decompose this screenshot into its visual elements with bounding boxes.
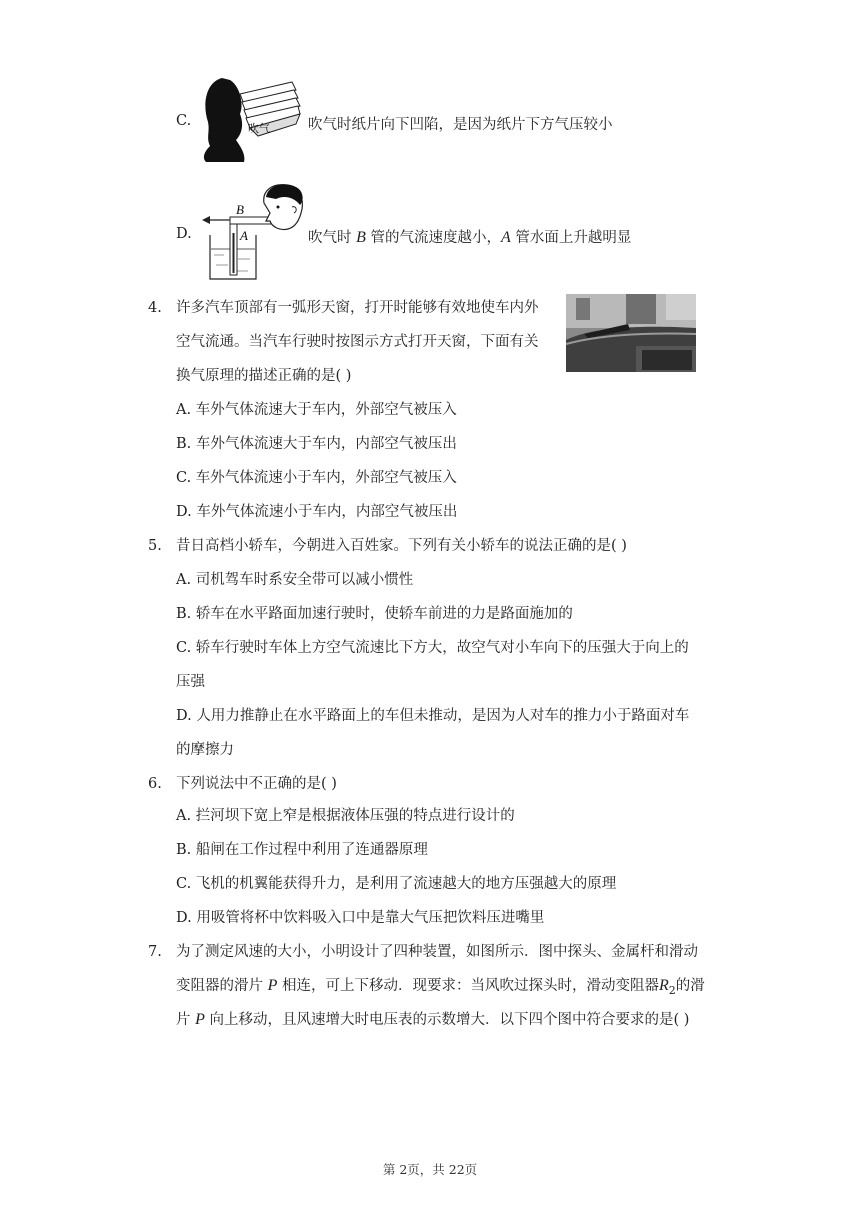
tube-b-label: B	[236, 202, 244, 217]
q7-number: 7.	[148, 944, 162, 960]
q4-option-b: B. 车外气体流速大于车内，内部空气被压出	[176, 436, 457, 452]
q4-stem-line3: 换气原理的描述正确的是( )	[176, 368, 352, 384]
q3-option-d-part2: 管的气流速度越小，	[365, 230, 501, 246]
q5-stem: 昔日高档小轿车，今朝进入百姓家。下列有关小轿车的说法正确的是( )	[176, 538, 627, 554]
q3-option-d-var-a: A	[501, 229, 511, 246]
q4-stem-line2: 空气流通。当汽车行驶时按图示方式打开天窗，下面有关	[176, 334, 539, 350]
q3-option-c-letter: C.	[176, 113, 192, 129]
car-sunroof-photo	[566, 294, 696, 372]
q7-line3-var-p: P	[195, 1011, 205, 1028]
q3-option-d-text	[308, 226, 631, 247]
q7-var-p: P	[267, 977, 278, 994]
q5-option-d-cont: 的摩擦力	[176, 742, 234, 758]
q6-option-a: A. 拦河坝下宽上窄是根据液体压强的特点进行设计的	[176, 808, 515, 824]
q6-number: 6.	[148, 776, 162, 792]
q7-line1: 为了测定风速的大小，小明设计了四种装置，如图所示．图中探头、金属杆和滑动	[176, 944, 698, 960]
blowing-tube-figure	[200, 183, 312, 281]
q7-line2-part1: 变阻器的滑片	[176, 978, 268, 994]
page-footer: 第 2页，共 22页	[382, 1162, 478, 1177]
q7-var-r-sub: 2	[668, 983, 676, 997]
q7-line2	[176, 976, 705, 1001]
blowing-paper-figure	[200, 74, 304, 164]
q5-option-c-cont: 压强	[176, 674, 205, 690]
q6-option-d: D. 用吸管将杯中饮料吸入口中是靠大气压把饮料压进嘴里	[176, 910, 545, 926]
q6-option-c: C. 飞机的机翼能获得升力，是利用了流速越大的地方压强越大的原理	[176, 876, 617, 892]
q7-line2-part3: 的滑	[675, 978, 705, 994]
q5-number: 5.	[148, 538, 162, 554]
q3-option-d-var-b: B	[356, 229, 366, 246]
q4-option-a: A. 车外气体流速大于车内，外部空气被压入	[176, 402, 457, 418]
q4-option-c: C. 车外气体流速小于车内，外部空气被压入	[176, 470, 457, 486]
q7-line3	[176, 1010, 689, 1030]
blow-label: 吹气	[248, 122, 270, 135]
tube-a-label: A	[240, 228, 248, 243]
q6-stem: 下列说法中不正确的是( )	[176, 776, 337, 792]
q5-option-b: B. 轿车在水平路面加速行驶时，使轿车前进的力是路面施加的	[176, 606, 573, 622]
q3-option-d-letter: D.	[176, 226, 192, 242]
q7-line3-part1: 片	[176, 1012, 196, 1028]
q3-option-c-text: 吹气时纸片向下凹陷，是因为纸片下方气压较小	[308, 117, 613, 133]
q6-option-b: B. 船闸在工作过程中利用了连通器原理	[176, 842, 428, 858]
q5-option-a: A. 司机驾车时系安全带可以减小惯性	[176, 572, 414, 588]
q4-stem-line1: 许多汽车顶部有一弧形天窗，打开时能够有效地使车内外	[176, 300, 539, 316]
q5-option-c: C. 轿车行驶时车体上方空气流速比下方大，故空气对小车向下的压强大于向上的	[176, 640, 689, 656]
q4-number: 4.	[148, 300, 162, 316]
q7-var-r: R	[659, 977, 669, 994]
q3-option-d-part1: 吹气时	[308, 230, 357, 246]
q7-line2-part2: 相连，可上下移动．现要求：当风吹过探头时，滑动变阻器	[277, 978, 659, 994]
q3-option-d-part3: 管水面上升越明显	[510, 230, 632, 246]
q4-option-d: D. 车外气体流速小于车内，内部空气被压出	[176, 504, 458, 520]
q5-option-d: D. 人用力推静止在水平路面上的车但未推动，是因为人对车的推力小于路面对车	[176, 708, 690, 724]
q7-line3-part2: 向上移动，且风速增大时电压表的示数增大．以下四个图中符合要求的是( )	[204, 1012, 690, 1028]
